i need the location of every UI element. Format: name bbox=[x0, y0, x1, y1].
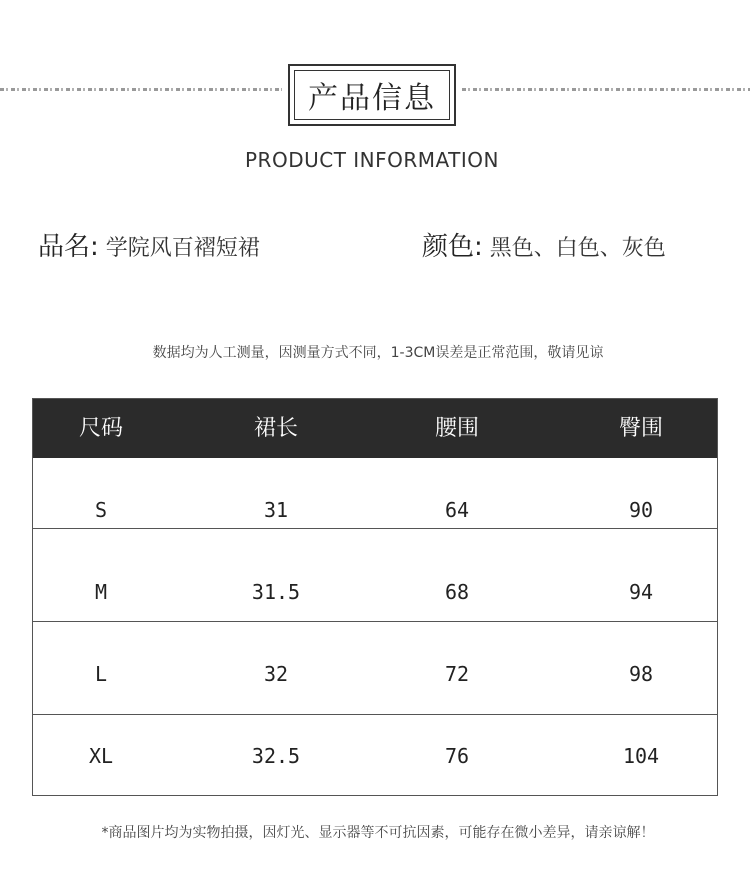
table-row bbox=[33, 621, 717, 714]
table-row bbox=[33, 458, 717, 528]
size-table bbox=[32, 398, 718, 796]
cell-skirt-length: 32 bbox=[263, 662, 289, 686]
cell-skirt-length: 31.5 bbox=[251, 580, 301, 604]
cell-hip: 94 bbox=[628, 580, 654, 604]
header-waist: 腰围 bbox=[434, 416, 480, 441]
title-frame bbox=[288, 64, 456, 126]
disclaimer-footer: *商品图片均为实物拍摄，因灯光、显示器等不可抗因素，可能存在微小差异，请亲谅解！ bbox=[101, 825, 655, 841]
product-name-label: 品名: bbox=[38, 232, 99, 262]
cell-size: L bbox=[94, 662, 108, 686]
cell-hip: 104 bbox=[622, 744, 660, 768]
product-color-label: 颜色: bbox=[422, 232, 483, 262]
cell-waist: 76 bbox=[444, 744, 470, 768]
header-hip: 臀围 bbox=[618, 416, 664, 441]
cell-waist: 68 bbox=[444, 580, 470, 604]
cell-size: XL bbox=[88, 744, 114, 768]
cell-size: M bbox=[94, 580, 108, 604]
header-skirt-length: 裙长 bbox=[253, 416, 299, 441]
header-size: 尺码 bbox=[78, 416, 124, 441]
table-row bbox=[33, 714, 717, 796]
cell-hip: 98 bbox=[628, 662, 654, 686]
product-name bbox=[38, 226, 260, 263]
product-name-value: 学院风百褶短裙 bbox=[105, 236, 260, 261]
decorative-line-left bbox=[0, 88, 282, 91]
cell-skirt-length: 32.5 bbox=[251, 744, 301, 768]
cell-waist: 72 bbox=[444, 662, 470, 686]
product-color-value: 黑色、白色、灰色 bbox=[489, 236, 666, 261]
cell-skirt-length: 31 bbox=[263, 498, 289, 522]
product-color bbox=[422, 226, 666, 263]
decorative-line-right bbox=[462, 88, 750, 91]
table-row bbox=[33, 528, 717, 621]
cell-size: S bbox=[94, 498, 108, 522]
cell-hip: 90 bbox=[628, 498, 654, 522]
page-title: 产品信息 bbox=[294, 70, 450, 120]
measurement-note: 数据均为人工测量，因测量方式不同，1-3CM误差是正常范围，敬请见谅 bbox=[152, 345, 604, 361]
table-header bbox=[33, 399, 717, 458]
cell-waist: 64 bbox=[444, 498, 470, 522]
page-subtitle: PRODUCT INFORMATION bbox=[245, 148, 499, 172]
